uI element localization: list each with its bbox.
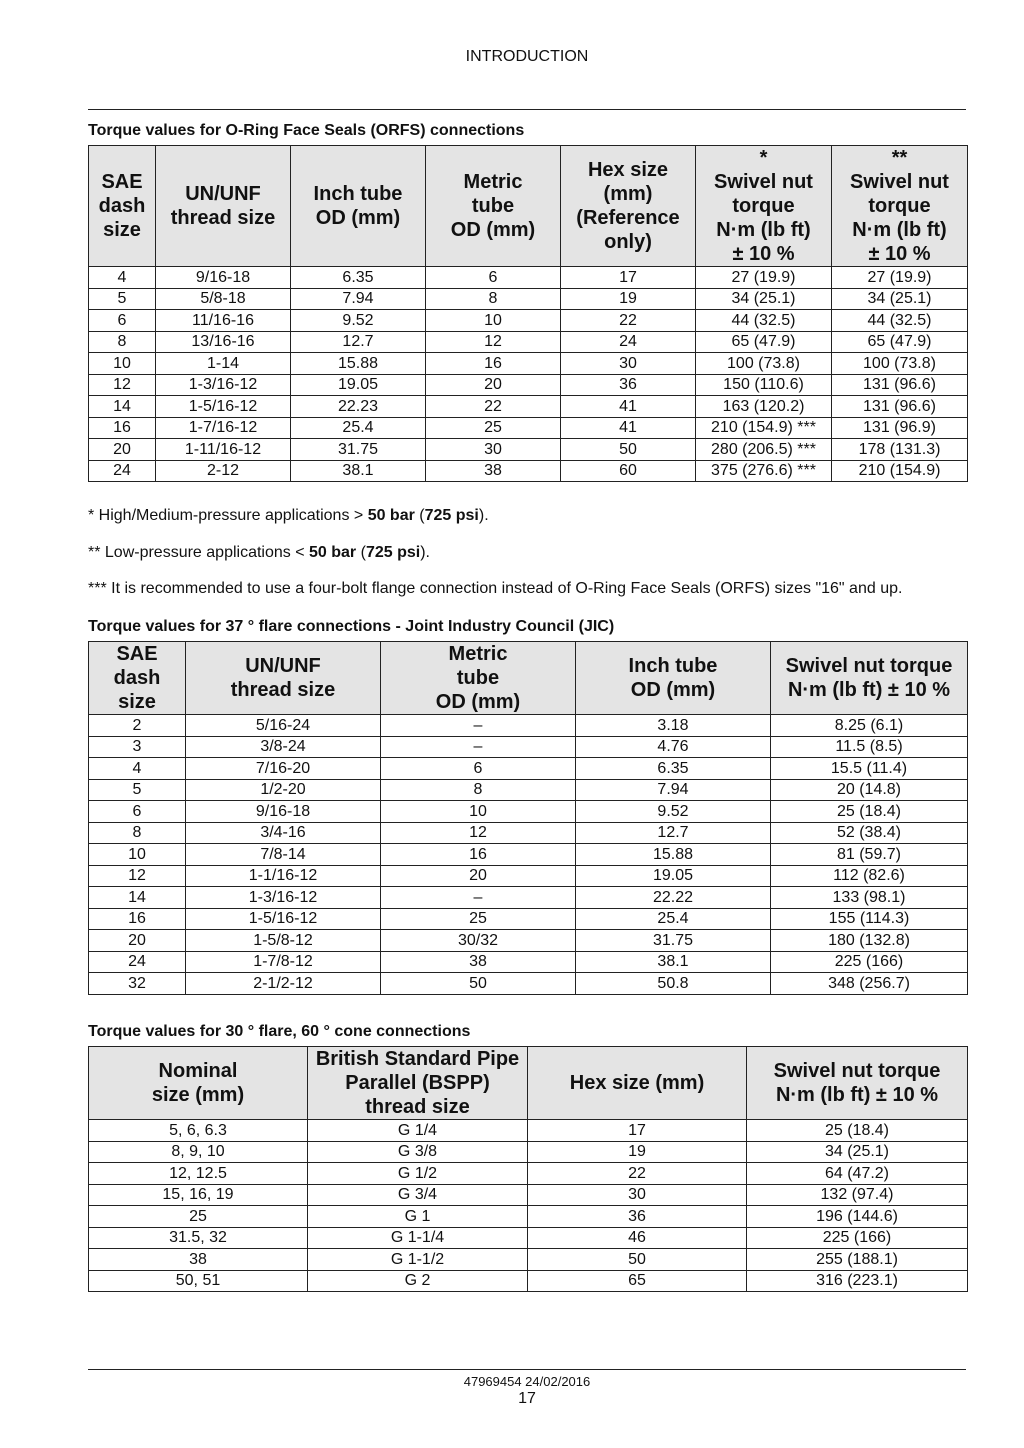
table-cell: – xyxy=(381,736,576,758)
table-cell: 316 (223.1) xyxy=(747,1270,968,1292)
header-line: tube xyxy=(471,195,515,217)
jic-header-cell xyxy=(576,642,771,715)
table-cell: 1-3/16-12 xyxy=(156,374,291,396)
header-line: Inch tube xyxy=(628,655,718,677)
table-cell: 5 xyxy=(89,288,156,310)
table-cell: 12.7 xyxy=(291,331,426,353)
table-cell: 280 (206.5) *** xyxy=(696,439,832,461)
table-cell: 6 xyxy=(89,310,156,332)
header-line: UN/UNF xyxy=(245,655,321,677)
header-line: Nominal xyxy=(158,1060,238,1082)
table-row xyxy=(89,374,968,396)
table-cell: 163 (120.2) xyxy=(696,396,832,418)
table-cell: 196 (144.6) xyxy=(747,1206,968,1228)
table-cell: 131 (96.6) xyxy=(832,396,968,418)
orfs-header-cell xyxy=(426,146,561,267)
table-cell: G 1-1/2 xyxy=(308,1249,528,1271)
table-cell: 34 (25.1) xyxy=(747,1141,968,1163)
table-cell: 8.25 (6.1) xyxy=(771,715,968,737)
footer-rule xyxy=(88,1369,966,1370)
table-cell: 12 xyxy=(426,331,561,353)
orfs-header-cell xyxy=(696,146,832,267)
jic-header-cell xyxy=(89,642,186,715)
header-line: ** xyxy=(891,147,908,169)
table-cell: 22 xyxy=(426,396,561,418)
table-row xyxy=(89,801,968,823)
table-cell: 46 xyxy=(528,1227,747,1249)
header-line: Swivel nut xyxy=(850,171,949,193)
table-cell: 3 xyxy=(89,736,186,758)
table-row xyxy=(89,439,968,461)
table-cell: 375 (276.6) *** xyxy=(696,460,832,482)
jic-caption: Torque values for 37 ° flare connections - Joint Industry Council (JIC) xyxy=(88,618,615,635)
header-line: Metric xyxy=(463,171,523,193)
table-cell: 25 xyxy=(426,417,561,439)
orfs-header-cell xyxy=(832,146,968,267)
header-line: Swivel nut torque xyxy=(785,655,953,677)
table-cell: 19 xyxy=(561,288,696,310)
bspp-header-cell xyxy=(89,1047,308,1120)
table-row xyxy=(89,417,968,439)
header-line: British Standard Pipe xyxy=(315,1048,520,1070)
table-cell: 30/32 xyxy=(381,930,576,952)
table-cell: 5/8-18 xyxy=(156,288,291,310)
table-cell: 6 xyxy=(381,758,576,780)
table-cell: – xyxy=(381,887,576,909)
table-row xyxy=(89,288,968,310)
table-cell: 7/8-14 xyxy=(186,844,381,866)
header-line: N·m (lb ft) xyxy=(716,219,811,241)
table-cell: 24 xyxy=(89,460,156,482)
table-cell: 52 (38.4) xyxy=(771,822,968,844)
table-cell: 25 xyxy=(381,908,576,930)
table-cell: 32 xyxy=(89,973,186,995)
table-cell: 41 xyxy=(561,396,696,418)
table-cell: 25 (18.4) xyxy=(771,801,968,823)
table-cell: 36 xyxy=(561,374,696,396)
header-line: N·m (lb ft) ± 10 % xyxy=(775,1084,939,1106)
table-cell: 11.5 (8.5) xyxy=(771,736,968,758)
table-cell: 155 (114.3) xyxy=(771,908,968,930)
table-row xyxy=(89,715,968,737)
header-line: UN/UNF xyxy=(185,183,261,205)
table-cell: 20 (14.8) xyxy=(771,779,968,801)
header-line: OD (mm) xyxy=(435,691,521,713)
table-cell: 1-7/8-12 xyxy=(186,951,381,973)
table-cell: 10 xyxy=(89,353,156,375)
table-cell: 16 xyxy=(89,417,156,439)
table-cell: 8, 9, 10 xyxy=(89,1141,308,1163)
table-cell: 16 xyxy=(381,844,576,866)
orfs-table xyxy=(88,145,968,482)
table-cell: 15.88 xyxy=(576,844,771,866)
table-cell: 9.52 xyxy=(576,801,771,823)
table-cell: 112 (82.6) xyxy=(771,865,968,887)
header-line: ± 10 % xyxy=(868,243,931,265)
table-cell: 31.5, 32 xyxy=(89,1227,308,1249)
table-row xyxy=(89,1249,968,1271)
table-cell: 25.4 xyxy=(291,417,426,439)
header-line: ± 10 % xyxy=(732,243,795,265)
table-cell: 50 xyxy=(561,439,696,461)
table-cell: 64 (47.2) xyxy=(747,1163,968,1185)
table-cell: 1-5/16-12 xyxy=(186,908,381,930)
table-cell: G 1-1/4 xyxy=(308,1227,528,1249)
table-cell: 180 (132.8) xyxy=(771,930,968,952)
table-cell: 1/2-20 xyxy=(186,779,381,801)
table-cell: 8 xyxy=(426,288,561,310)
bspp-header-cell xyxy=(528,1047,747,1120)
table-cell: 10 xyxy=(381,801,576,823)
table-row xyxy=(89,887,968,909)
table-cell: 60 xyxy=(561,460,696,482)
table-cell: 17 xyxy=(561,267,696,289)
table-cell: G 1/2 xyxy=(308,1163,528,1185)
table-cell: 210 (154.9) *** xyxy=(696,417,832,439)
orfs-header-cell xyxy=(291,146,426,267)
note-high-pressure: * High/Medium-pressure applications > 50 bar (725 psi). xyxy=(88,507,489,524)
table-cell: 10 xyxy=(89,844,186,866)
table-cell: 50, 51 xyxy=(89,1270,308,1292)
table-cell: G 2 xyxy=(308,1270,528,1292)
table-cell: 12, 12.5 xyxy=(89,1163,308,1185)
header-line: N·m (lb ft) xyxy=(852,219,947,241)
header-line: Parallel (BSPP) xyxy=(345,1072,490,1094)
orfs-header-cell xyxy=(156,146,291,267)
table-row xyxy=(89,1163,968,1185)
table-cell: 1-7/16-12 xyxy=(156,417,291,439)
table-cell: 15, 16, 19 xyxy=(89,1184,308,1206)
header-line: tube xyxy=(456,667,500,689)
table-cell: 7/16-20 xyxy=(186,758,381,780)
table-cell: 1-1/16-12 xyxy=(186,865,381,887)
header-line: only) xyxy=(604,231,652,253)
table-cell: 20 xyxy=(89,439,156,461)
table-cell: 25 xyxy=(89,1206,308,1228)
table-cell: 100 (73.8) xyxy=(696,353,832,375)
table-cell: 65 xyxy=(528,1270,747,1292)
table-cell: 25 (18.4) xyxy=(747,1120,968,1142)
table-cell: 210 (154.9) xyxy=(832,460,968,482)
table-row xyxy=(89,758,968,780)
table-cell: 1-5/16-12 xyxy=(156,396,291,418)
table-row xyxy=(89,865,968,887)
table-cell: 12.7 xyxy=(576,822,771,844)
table-cell: 38 xyxy=(381,951,576,973)
table-cell: G 3/4 xyxy=(308,1184,528,1206)
table-cell: 24 xyxy=(561,331,696,353)
table-row xyxy=(89,736,968,758)
table-cell: 65 (47.9) xyxy=(832,331,968,353)
header-line: size xyxy=(103,219,141,241)
table-cell: 41 xyxy=(561,417,696,439)
header-line: dash xyxy=(98,195,146,217)
table-cell: 50.8 xyxy=(576,973,771,995)
table-row xyxy=(89,930,968,952)
table-cell: 15.88 xyxy=(291,353,426,375)
table-cell: 25.4 xyxy=(576,908,771,930)
table-cell: 7.94 xyxy=(291,288,426,310)
table-cell: 16 xyxy=(426,353,561,375)
table-cell: 5 xyxy=(89,779,186,801)
table-row xyxy=(89,779,968,801)
table-cell: 30 xyxy=(426,439,561,461)
table-cell: 34 (25.1) xyxy=(832,288,968,310)
document-code: 47969454 24/02/2016 xyxy=(463,1374,591,1389)
table-cell: 100 (73.8) xyxy=(832,353,968,375)
header-line: Hex size (mm) xyxy=(569,1072,705,1094)
header-line: Hex size xyxy=(587,159,669,181)
table-cell: 8 xyxy=(89,331,156,353)
table-cell: 3/8-24 xyxy=(186,736,381,758)
table-cell: 36 xyxy=(528,1206,747,1228)
table-cell: 2-12 xyxy=(156,460,291,482)
table-cell: 27 (19.9) xyxy=(696,267,832,289)
header-line: SAE xyxy=(116,643,158,665)
table-row xyxy=(89,310,968,332)
header-line: SAE xyxy=(101,171,143,193)
table-row xyxy=(89,1120,968,1142)
header-line: (Reference xyxy=(576,207,680,229)
table-row xyxy=(89,1141,968,1163)
table-cell: 19 xyxy=(528,1141,747,1163)
table-cell: 38 xyxy=(426,460,561,482)
table-row xyxy=(89,844,968,866)
header-line: Swivel nut torque xyxy=(773,1060,941,1082)
orfs-header-cell xyxy=(561,146,696,267)
header-line: Inch tube xyxy=(313,183,403,205)
table-cell: 6.35 xyxy=(576,758,771,780)
table-cell: 44 (32.5) xyxy=(832,310,968,332)
header-line: OD (mm) xyxy=(315,207,401,229)
table-cell: 44 (32.5) xyxy=(696,310,832,332)
table-cell: 4 xyxy=(89,267,156,289)
header-line: thread size xyxy=(230,679,336,701)
table-cell: 8 xyxy=(89,822,186,844)
note-flange-recommendation: *** It is recommended to use a four-bolt flange connection instead of O-Ring Face Seals (ORFS) sizes "16" and up. xyxy=(88,580,903,597)
bspp-header-cell xyxy=(308,1047,528,1120)
table-cell: 17 xyxy=(528,1120,747,1142)
table-cell: G 3/8 xyxy=(308,1141,528,1163)
table-row xyxy=(89,908,968,930)
table-cell: 12 xyxy=(89,865,186,887)
table-row xyxy=(89,1227,968,1249)
table-cell: 1-14 xyxy=(156,353,291,375)
table-cell: – xyxy=(381,715,576,737)
header-line: thread size xyxy=(170,207,276,229)
table-cell: 131 (96.6) xyxy=(832,374,968,396)
header-line: size xyxy=(118,691,156,713)
table-row xyxy=(89,353,968,375)
table-row xyxy=(89,460,968,482)
bspp-header-cell xyxy=(747,1047,968,1120)
table-cell: 6.35 xyxy=(291,267,426,289)
table-cell: 6 xyxy=(89,801,186,823)
table-cell: 22 xyxy=(561,310,696,332)
table-cell: 8 xyxy=(381,779,576,801)
table-cell: 1-3/16-12 xyxy=(186,887,381,909)
table-cell: 15.5 (11.4) xyxy=(771,758,968,780)
table-cell: 150 (110.6) xyxy=(696,374,832,396)
table-cell: 1-11/16-12 xyxy=(156,439,291,461)
table-cell: G 1/4 xyxy=(308,1120,528,1142)
table-cell: 9/16-18 xyxy=(186,801,381,823)
jic-table xyxy=(88,641,968,995)
table-cell: 38 xyxy=(89,1249,308,1271)
table-cell: 19.05 xyxy=(291,374,426,396)
table-cell: 14 xyxy=(89,887,186,909)
table-cell: 19.05 xyxy=(576,865,771,887)
table-cell: 31.75 xyxy=(576,930,771,952)
header-line: OD (mm) xyxy=(450,219,536,241)
table-row xyxy=(89,267,968,289)
table-cell: 10 xyxy=(426,310,561,332)
table-cell: 30 xyxy=(528,1184,747,1206)
orfs-caption: Torque values for O-Ring Face Seals (ORFS) connections xyxy=(88,122,525,139)
table-row xyxy=(89,396,968,418)
table-cell: 132 (97.4) xyxy=(747,1184,968,1206)
table-cell: 22.22 xyxy=(576,887,771,909)
page-header: INTRODUCTION xyxy=(465,48,589,65)
table-cell: 2 xyxy=(89,715,186,737)
table-cell: 22 xyxy=(528,1163,747,1185)
table-cell: 12 xyxy=(381,822,576,844)
table-cell: 6 xyxy=(426,267,561,289)
table-cell: 50 xyxy=(381,973,576,995)
table-cell: G 1 xyxy=(308,1206,528,1228)
header-line: OD (mm) xyxy=(630,679,716,701)
table-cell: 348 (256.7) xyxy=(771,973,968,995)
table-cell: 38.1 xyxy=(576,951,771,973)
jic-header-cell xyxy=(771,642,968,715)
header-line: * xyxy=(759,147,768,169)
table-cell: 9.52 xyxy=(291,310,426,332)
table-cell: 22.23 xyxy=(291,396,426,418)
header-line: dash xyxy=(113,667,161,689)
table-cell: 133 (98.1) xyxy=(771,887,968,909)
table-cell: 14 xyxy=(89,396,156,418)
table-cell: 4 xyxy=(89,758,186,780)
table-cell: 7.94 xyxy=(576,779,771,801)
bspp-caption: Torque values for 30 ° flare, 60 ° cone connections xyxy=(88,1023,471,1040)
table-row xyxy=(89,1270,968,1292)
table-cell: 9/16-18 xyxy=(156,267,291,289)
header-line: torque xyxy=(732,195,795,217)
table-cell: 11/16-16 xyxy=(156,310,291,332)
table-row xyxy=(89,973,968,995)
table-cell: 34 (25.1) xyxy=(696,288,832,310)
table-cell: 5, 6, 6.3 xyxy=(89,1120,308,1142)
table-cell: 3/4-16 xyxy=(186,822,381,844)
table-cell: 3.18 xyxy=(576,715,771,737)
table-row xyxy=(89,1206,968,1228)
bspp-table xyxy=(88,1046,968,1292)
table-row xyxy=(89,1184,968,1206)
page-number: 17 xyxy=(518,1390,536,1407)
header-line: size (mm) xyxy=(151,1084,245,1106)
table-cell: 20 xyxy=(89,930,186,952)
table-cell: 13/16-16 xyxy=(156,331,291,353)
header-rule xyxy=(88,109,966,110)
table-cell: 178 (131.3) xyxy=(832,439,968,461)
header-line: N·m (lb ft) ± 10 % xyxy=(787,679,951,701)
table-cell: 4.76 xyxy=(576,736,771,758)
table-cell: 2-1/2-12 xyxy=(186,973,381,995)
table-cell: 30 xyxy=(561,353,696,375)
table-cell: 5/16-24 xyxy=(186,715,381,737)
table-cell: 16 xyxy=(89,908,186,930)
table-cell: 20 xyxy=(426,374,561,396)
table-row xyxy=(89,822,968,844)
table-cell: 225 (166) xyxy=(747,1227,968,1249)
jic-header-cell xyxy=(186,642,381,715)
table-cell: 81 (59.7) xyxy=(771,844,968,866)
table-row xyxy=(89,951,968,973)
table-cell: 12 xyxy=(89,374,156,396)
table-cell: 24 xyxy=(89,951,186,973)
jic-header-cell xyxy=(381,642,576,715)
table-cell: 31.75 xyxy=(291,439,426,461)
header-line: Metric xyxy=(448,643,508,665)
orfs-header-cell xyxy=(89,146,156,267)
note-low-pressure: ** Low-pressure applications < 50 bar (725 psi). xyxy=(88,544,430,561)
header-line: (mm) xyxy=(603,183,653,205)
table-cell: 50 xyxy=(528,1249,747,1271)
header-line: torque xyxy=(868,195,931,217)
table-cell: 65 (47.9) xyxy=(696,331,832,353)
table-row xyxy=(89,331,968,353)
table-cell: 131 (96.9) xyxy=(832,417,968,439)
header-line: Swivel nut xyxy=(714,171,813,193)
table-cell: 38.1 xyxy=(291,460,426,482)
header-line: thread size xyxy=(365,1096,470,1118)
table-cell: 255 (188.1) xyxy=(747,1249,968,1271)
table-cell: 225 (166) xyxy=(771,951,968,973)
table-cell: 27 (19.9) xyxy=(832,267,968,289)
table-cell: 1-5/8-12 xyxy=(186,930,381,952)
table-cell: 20 xyxy=(381,865,576,887)
